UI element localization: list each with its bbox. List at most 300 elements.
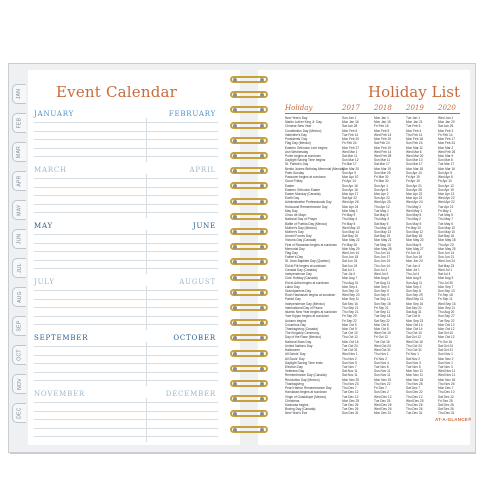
- holiday-date: Mon Nov 11: [406, 369, 423, 374]
- writing-line: [34, 355, 218, 356]
- holiday-date: Mon May 22: [342, 238, 360, 243]
- holiday-date: Mon Sep 23: [406, 318, 424, 323]
- holiday-date: Tue Dec 31: [406, 411, 423, 416]
- holiday-name: St. Patrick's Day: [285, 162, 309, 167]
- holiday-date: Fri Sep 22: [342, 318, 357, 323]
- holiday-name: Battle of Puebla Day (Mexico): [285, 221, 328, 226]
- holiday-date: Mon Dec 31: [374, 411, 392, 416]
- holiday-date: Mon Oct 8: [374, 322, 389, 327]
- holiday-date: Fri Feb 14: [438, 132, 453, 137]
- holiday-date: Sun Apr 16: [342, 187, 358, 192]
- holiday-date: Mon Oct 14: [406, 327, 423, 331]
- holiday-name: Patriot Day: [285, 297, 301, 302]
- writing-line: [34, 380, 218, 381]
- holiday-date: Tue Nov 5: [406, 364, 421, 369]
- holiday-date: Sun Nov 11: [374, 369, 391, 374]
- tab-nov[interactable]: [12, 374, 26, 394]
- holiday-date: Fri May 10: [406, 225, 422, 230]
- holiday-date: Thu Feb 14: [406, 132, 423, 137]
- tab-mar[interactable]: [12, 142, 26, 162]
- holiday-date: Mon Oct 14: [406, 322, 423, 327]
- holiday-date: Sun Apr 19: [438, 187, 454, 192]
- holiday-name: Day of the Race (Mexico): [285, 335, 321, 340]
- holiday-date: Tue Dec 25: [374, 398, 391, 403]
- holiday-date: Wed Apr 26: [342, 200, 359, 205]
- holiday-date: Mon Feb 18: [406, 137, 424, 142]
- month-label: JUNE: [192, 222, 216, 230]
- holiday-date: Tue Oct 31: [342, 348, 358, 353]
- spiral-coil: [230, 198, 268, 206]
- holiday-date: Sun Apr 21: [406, 183, 422, 188]
- holiday-date: Fri Oct 16: [438, 339, 452, 344]
- writing-line: [34, 316, 218, 317]
- holiday-date: Sun Aug 11: [406, 280, 423, 285]
- spiral-coil: [230, 304, 268, 312]
- holiday-date: Tue Sep 11: [374, 297, 391, 302]
- holiday-date: Wed May 1: [406, 208, 423, 213]
- holiday-date: Thu Dec 12: [406, 394, 423, 399]
- holiday-date: Tue Nov 3: [438, 364, 453, 369]
- holiday-date: Sat May 23: [438, 263, 455, 268]
- spiral-coil: [230, 380, 268, 388]
- holiday-name: Boxing Day (Canada): [285, 407, 316, 412]
- holiday-date: Sat May 20: [342, 234, 359, 239]
- writing-line: [34, 307, 218, 308]
- holiday-date: Mon Dec 25: [342, 398, 360, 403]
- tab-label: APR: [16, 175, 23, 187]
- holiday-date: Fri May 5: [342, 213, 356, 218]
- holiday-date: Sun Mar 25: [374, 170, 391, 175]
- writing-line: [34, 148, 218, 149]
- punch-hole: [260, 139, 264, 143]
- holiday-date: Mon Feb 4: [406, 128, 422, 133]
- holiday-date: Tue Jun 4: [406, 263, 421, 268]
- spiral-coil: [230, 91, 268, 99]
- holiday-date: Sun Mar 11: [374, 158, 391, 163]
- holiday-date: Mon Sep 3: [374, 284, 390, 289]
- holiday-date: Thu Nov 23: [342, 381, 359, 386]
- holiday-name: Autumn begins: [285, 318, 307, 323]
- holiday-name: All Souls' Day: [285, 356, 305, 361]
- holiday-date: Mon Oct 12: [438, 335, 455, 340]
- holiday-name: Revolution Day (Mexico): [285, 377, 320, 382]
- holiday-name: Thanksgiving: [285, 381, 304, 386]
- writing-line: [34, 243, 218, 244]
- month-label: DECEMBER: [165, 390, 216, 398]
- tab-feb[interactable]: [12, 113, 26, 133]
- holiday-date: Mon Feb 6: [342, 128, 358, 133]
- punch-hole: [260, 382, 264, 386]
- holiday-date: Mon Oct 16: [342, 339, 359, 344]
- holiday-date: Wed Sep 11: [406, 297, 424, 302]
- holiday-date: Mon Sep 7: [438, 284, 454, 289]
- holiday-name: Rosh Hashanah begins at sundown: [285, 293, 336, 298]
- holiday-date: Thu Oct 31: [406, 348, 422, 353]
- holiday-date: Sun Dec 2: [374, 390, 389, 395]
- holiday-date: Sat Jul 4: [438, 272, 451, 277]
- holiday-date: Sun Nov 1: [438, 360, 453, 365]
- writing-line: [34, 251, 218, 252]
- holiday-date: Sun Apr 22: [374, 196, 390, 201]
- holiday-date: Mon Aug 5: [406, 276, 422, 281]
- holiday-date: Sun Apr 5: [438, 170, 452, 175]
- holiday-date: Tue Jan 1: [406, 116, 421, 120]
- holiday-date: Fri Mar 30: [374, 179, 389, 184]
- tab-oct[interactable]: [12, 345, 26, 365]
- holiday-date: Thu Dec 31: [438, 411, 455, 416]
- punch-hole: [233, 382, 237, 386]
- holiday-date: Fri Jun 14: [406, 251, 421, 256]
- holiday-date: Wed Mar 1: [342, 149, 358, 154]
- writing-line: [34, 372, 218, 373]
- writing-line: [34, 411, 218, 412]
- holiday-date: Mon Oct 9: [342, 322, 357, 327]
- holiday-date: Wed May 10: [342, 225, 360, 230]
- holiday-name: Eid al-Fitr begins at sundown: [285, 263, 327, 268]
- punch-hole: [233, 154, 237, 158]
- holiday-name: Victoria Day (Canada): [285, 238, 317, 243]
- holiday-date: Tue Nov 6: [374, 364, 389, 369]
- holiday-date: Mon Mar 19: [374, 166, 392, 171]
- holiday-date: Sun Apr 28: [406, 187, 422, 192]
- holiday-date: Mon May 28: [374, 246, 392, 251]
- month-label: SEPTEMBER: [34, 334, 89, 342]
- holiday-name: International Day of Peace: [285, 305, 323, 310]
- writing-line: [34, 139, 218, 140]
- holiday-date: Sun Sep 29: [406, 293, 423, 298]
- writing-line: [34, 402, 218, 403]
- holiday-date: Sun Apr 14: [406, 170, 422, 175]
- holiday-date: Mon Feb 3: [438, 128, 454, 133]
- holiday-name: Father's Day: [285, 255, 303, 260]
- holiday-date: Tue Sep 11: [374, 310, 391, 315]
- holiday-name: Yom Kippur begins at sundown: [285, 314, 329, 319]
- holiday-name: New Year's Eve: [285, 411, 308, 416]
- holiday-date: Thu May 2: [406, 217, 422, 222]
- holiday-date: Sat Mar 11: [342, 153, 358, 158]
- tab-apr[interactable]: [12, 171, 26, 191]
- holiday-date: Mon Mar 9: [438, 153, 454, 158]
- writing-line: [34, 178, 218, 179]
- holiday-date: Wed Oct 10: [374, 331, 391, 336]
- holiday-date: Sun Apr 9: [342, 170, 356, 175]
- holiday-date: Sat May 16: [438, 234, 455, 239]
- holiday-date: Sun Nov 4: [374, 360, 389, 365]
- holiday-date: Mon Sep 21: [438, 305, 456, 310]
- holiday-date: Sun Jun 21: [438, 255, 455, 260]
- writing-line: [34, 212, 218, 213]
- holiday-date: Tue Jul 4: [342, 272, 355, 277]
- holiday-date: Wed Jun 24: [438, 259, 455, 264]
- holiday-date: Sun Apr 1: [374, 183, 388, 188]
- year-header-2019: 2019: [406, 104, 424, 112]
- holiday-name: Flag Day (Mexico): [285, 141, 311, 146]
- holiday-date: Mon Nov 20: [342, 377, 360, 382]
- holiday-date: Mon Apr 22: [406, 191, 423, 196]
- tab-jan[interactable]: [12, 84, 26, 104]
- holiday-date: Sun Mar 17: [406, 162, 423, 167]
- tab-dec[interactable]: [12, 403, 26, 423]
- holiday-date: Fri Mar 17: [342, 162, 357, 167]
- holiday-date: Fri Sep 29: [342, 314, 357, 319]
- tab-jul[interactable]: [12, 258, 26, 278]
- tab-label: NOV: [16, 378, 23, 390]
- holiday-date: Wed Sep 20: [342, 293, 360, 298]
- holiday-date: Fri Dec 25: [438, 398, 453, 403]
- holiday-date: Wed Jul 4: [374, 272, 389, 277]
- holiday-date: Sat Apr 22: [342, 196, 357, 201]
- holiday-date: Fri May 1: [438, 208, 452, 213]
- writing-line: [34, 234, 218, 235]
- holiday-date: Sun Sep 9: [374, 293, 389, 298]
- holiday-date: Tue Aug 21: [374, 280, 391, 285]
- tab-label: JUL: [16, 263, 23, 273]
- holiday-date: Sun Jun 14: [438, 251, 455, 256]
- holiday-date: Tue May 5: [438, 213, 453, 218]
- tab-sep[interactable]: [12, 316, 26, 336]
- holiday-date: Mon Feb 20: [342, 137, 360, 142]
- holiday-date: Mon Apr 17: [342, 191, 359, 196]
- holiday-date: Tue May 15: [374, 242, 391, 247]
- holiday-date: Sat Oct 31: [438, 348, 454, 353]
- holiday-date: Sun Jul 1: [374, 267, 388, 272]
- holiday-date: Mon Sep 16: [406, 301, 424, 306]
- holiday-name: Canada Day (Canada): [285, 267, 317, 272]
- writing-line: [34, 260, 218, 261]
- holiday-name: Easter: [285, 183, 295, 188]
- holiday-header-rule: [285, 113, 460, 114]
- holiday-date: Tue Oct 24: [342, 343, 358, 348]
- holiday-date: Fri Nov 2: [374, 356, 387, 361]
- holiday-date: Wed Feb 26: [438, 149, 456, 154]
- holiday-date: Thu Sep 21: [342, 310, 359, 315]
- holiday-date: Sun Jun 18: [342, 255, 359, 260]
- holiday-date: Fri Sep 11: [438, 297, 453, 302]
- writing-line: [34, 268, 218, 269]
- holiday-name: Mother's Day (Mexico): [285, 225, 317, 230]
- holiday-date: Wed Oct 16: [406, 339, 423, 344]
- holiday-date: Sun Jun 17: [374, 255, 391, 260]
- holiday-date: Thu Oct 12: [342, 335, 358, 340]
- holiday-date: Sat Sep 21: [406, 305, 422, 310]
- holiday-date: Wed Dec 12: [374, 394, 392, 399]
- holiday-date: Wed Dec 26: [374, 402, 392, 407]
- holiday-date: Mon Jan 20: [438, 120, 455, 125]
- holiday-date: Mon Feb 27: [342, 145, 360, 150]
- spiral-coil: [230, 182, 268, 190]
- holiday-date: Thu Oct 10: [406, 331, 422, 336]
- holiday-date: Sun Dec 22: [406, 390, 423, 395]
- holiday-name: Election Day: [285, 364, 303, 369]
- spiral-coil: [230, 410, 268, 418]
- holiday-date: Mon Jan 1: [374, 116, 389, 120]
- holiday-date: Sun Sep 9: [374, 289, 389, 294]
- holiday-date: Mon Feb 19: [374, 137, 392, 142]
- punch-hole: [260, 200, 264, 204]
- holiday-column-header: Holiday: [285, 104, 313, 112]
- left-page: [28, 70, 240, 445]
- holiday-date: Tue May 1: [374, 208, 389, 213]
- holiday-name: Kwanzaa begins: [285, 402, 309, 407]
- holiday-date: Thu Sep 21: [342, 305, 359, 310]
- holiday-date: Thu Apr 23: [438, 242, 454, 247]
- holiday-date: Fri Nov 1: [406, 352, 419, 357]
- holiday-name: Easter Monday (Canada): [285, 191, 321, 196]
- holiday-date: Sun Mar 10: [406, 158, 423, 163]
- holiday-name: Independence Day: [285, 272, 312, 277]
- holiday-date: Wed Jan 1: [438, 116, 454, 120]
- holiday-date: Thu Dec 10: [438, 390, 455, 395]
- holiday-date: Mon Aug 6: [374, 276, 390, 281]
- holiday-date: Sun Sep 10: [342, 289, 359, 294]
- tab-label: SEP: [16, 320, 23, 332]
- writing-line: [34, 131, 218, 132]
- holiday-date: Wed Apr 22: [438, 200, 455, 205]
- holiday-date: Mon Nov 2: [438, 356, 454, 361]
- holiday-date: Mon May 25: [438, 246, 456, 251]
- holiday-date: Sat Feb 24: [374, 141, 390, 146]
- punch-hole: [233, 124, 237, 128]
- holiday-name: Good Friday: [285, 179, 303, 184]
- holiday-name: First of Ramadan begins at sundown: [285, 242, 337, 247]
- holiday-date: Mon May 27: [406, 246, 424, 251]
- holiday-date: Thu Jul 30: [438, 280, 453, 285]
- holiday-name: Hanukkah begins at sundown: [285, 390, 327, 395]
- holiday-list-title: Holiday List: [368, 83, 460, 101]
- holiday-date: Sun May 5: [406, 221, 422, 226]
- holiday-date: Mon Apr 22: [406, 196, 423, 201]
- holiday-name: Memorial Day: [285, 246, 305, 251]
- holiday-name: Christmas: [285, 398, 300, 403]
- holiday-date: Sun Feb 24: [406, 141, 423, 146]
- holiday-date: Sat Dec 26: [438, 407, 454, 412]
- writing-line: [34, 290, 218, 291]
- tab-label: JAN: [16, 88, 23, 100]
- holiday-date: Sun Jan 1: [342, 116, 357, 120]
- holiday-date: Thu May 10: [374, 225, 391, 230]
- holiday-date: Mon Aug 3: [438, 276, 454, 281]
- spiral-coil: [230, 365, 268, 373]
- holiday-name: Grandparents Day: [285, 289, 312, 294]
- holiday-name: National Boss Day: [285, 339, 312, 344]
- tab-may[interactable]: [12, 200, 26, 220]
- holiday-date: Sat May 5: [374, 213, 389, 218]
- holiday-date: Fri Apr 10: [438, 179, 452, 184]
- punch-hole: [233, 291, 237, 295]
- holiday-date: Wed Feb 14: [374, 132, 392, 137]
- holiday-name: Islamic New Year begins at sundown: [285, 310, 337, 315]
- holiday-name: Halloween: [285, 348, 300, 353]
- holiday-date: Tue Dec 12: [342, 394, 359, 399]
- holiday-date: Tue Dec 12: [342, 390, 359, 395]
- holiday-date: Mon May 29: [342, 246, 360, 251]
- writing-line: [34, 324, 218, 325]
- tab-label: JUN: [16, 233, 23, 245]
- holiday-name: Chinese New Year: [285, 124, 312, 129]
- punch-hole: [233, 367, 237, 371]
- holiday-date: Sat Dec 26: [438, 402, 454, 407]
- holiday-date: Tue Sep 18: [374, 314, 391, 319]
- writing-line: [34, 363, 218, 364]
- writing-line: [34, 428, 218, 429]
- brand-logo: AT-A-GLANCE®: [435, 417, 472, 422]
- month-label: NOVEMBER: [34, 390, 85, 398]
- spiral-coil: [230, 319, 268, 327]
- holiday-date: Sun Nov 11: [374, 373, 391, 378]
- holiday-date: Mon May 18: [438, 238, 456, 243]
- holiday-date: Wed Nov 1: [342, 352, 358, 357]
- holiday-date: Sun Apr 12: [438, 183, 454, 188]
- holiday-name: Civic Holiday (Canada): [285, 276, 318, 281]
- holiday-date: Sun Nov 5: [342, 360, 357, 365]
- holiday-date: Sun Mar 12: [342, 158, 359, 163]
- holiday-date: Sat May 5: [374, 221, 389, 226]
- holiday-date: Mon Oct 12: [438, 327, 455, 331]
- holiday-date: Mon Feb 5: [374, 128, 390, 133]
- holiday-date: Fri Apr 19: [406, 179, 420, 184]
- holiday-name: Remembrance Day (Canada): [285, 373, 327, 378]
- tab-jun[interactable]: [12, 229, 26, 249]
- holiday-date: Fri May 26: [342, 242, 358, 247]
- holiday-date: Sun Sep 16: [374, 301, 391, 306]
- holiday-date: Thu Nov 28: [406, 381, 423, 386]
- holiday-date: Mon Nov 11: [406, 373, 423, 378]
- holiday-date: Sun Jun 24: [374, 259, 391, 264]
- holiday-name: New Year's Day: [285, 116, 308, 120]
- holiday-date: Sun Mar 8: [438, 158, 453, 163]
- tab-label: OCT: [16, 349, 23, 361]
- spiral-coil: [230, 289, 268, 297]
- spiral-coil: [230, 350, 268, 358]
- holiday-date: Fri Feb 24: [342, 141, 357, 146]
- holiday-date: Mon Oct 8: [374, 327, 389, 331]
- holiday-date: Wed Sep 16: [438, 301, 456, 306]
- holiday-name: May Day: [285, 208, 298, 213]
- punch-hole: [260, 367, 264, 371]
- holiday-date: Sun Nov 1: [438, 352, 453, 357]
- holiday-date: Sun Apr 16: [342, 183, 358, 188]
- holiday-date: Wed Jun 14: [342, 251, 359, 256]
- holiday-date: Mon Oct 9: [342, 327, 357, 331]
- holiday-date: Mon Jan 16: [342, 120, 359, 125]
- holiday-date: Mon Feb 17: [438, 137, 456, 142]
- writing-line: [34, 187, 218, 188]
- punch-hole: [260, 230, 264, 234]
- holiday-date: Tue Oct 16: [374, 339, 390, 344]
- holiday-name: Armed Forces Day: [285, 234, 312, 239]
- holiday-date: Sun Dec 31: [342, 411, 359, 416]
- holiday-date: Sat Oct 10: [438, 331, 454, 336]
- spiral-coil: [230, 106, 268, 114]
- holiday-date: Mon May 1: [342, 208, 358, 213]
- holiday-name: Eid al-Adha begins at sundown: [285, 280, 329, 285]
- punch-hole: [233, 276, 237, 280]
- holiday-date: Mon Apr 10: [342, 175, 359, 180]
- tab-aug[interactable]: [12, 287, 26, 307]
- spiral-coil: [230, 213, 268, 221]
- holiday-date: Sat May 18: [406, 234, 423, 239]
- holiday-name: Purim begins at sundown: [285, 153, 321, 158]
- holiday-date: Mon Feb 19: [374, 145, 392, 150]
- holiday-date: Sat Jan 28: [342, 124, 358, 129]
- holiday-date: Sat Sep 22: [374, 318, 390, 323]
- holiday-date: Mon Sep 4: [342, 284, 358, 289]
- punch-hole: [233, 215, 237, 219]
- holiday-date: Thu Aug 31: [342, 280, 359, 285]
- writing-line: [34, 436, 218, 437]
- holiday-name: Daylight Saving Time begins: [285, 158, 326, 163]
- writing-line: [34, 346, 218, 347]
